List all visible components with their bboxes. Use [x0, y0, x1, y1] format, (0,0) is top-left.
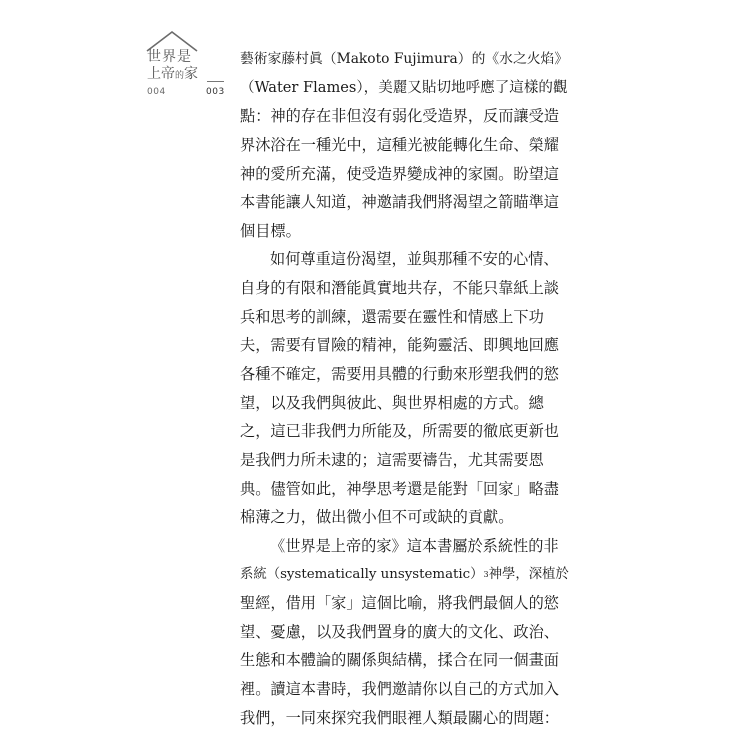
- text-line-content: 望、憂慮，以及我們置身的廣大的文化、政治、: [240, 622, 559, 641]
- series-title-line1: 世界是: [147, 49, 192, 65]
- text-line: [240, 675, 570, 704]
- text-line-content: 兵和思考的訓練，還需要在靈性和情感上下功: [240, 307, 544, 326]
- text-line: [240, 561, 570, 590]
- text-line-content: 棉薄之力，做出微小但不可或缺的貢獻。: [240, 508, 514, 527]
- text-line: [240, 360, 570, 389]
- text-line: [240, 102, 570, 131]
- text-line-content: 神的愛所充滿，使受造界變成神的家園。盼望這: [240, 164, 559, 183]
- text-line-content: 個目標。: [240, 221, 301, 240]
- paragraph-2: [240, 245, 570, 531]
- text-line-content: 裡。讀這本書時，我們邀請你以自己的方式加入: [240, 680, 559, 699]
- text-line-content: 各種不確定，需要用具體的行動來形塑我們的慾: [240, 365, 559, 384]
- series-title-part-a: 上帝: [147, 66, 175, 82]
- text-line-content: 聖經，借用「家」這個比喻，將我們最個人的慾: [240, 594, 559, 613]
- right-page-number: 003: [206, 87, 225, 97]
- text-line-content: 系統（systematically unsystematic）: [240, 566, 484, 582]
- text-line-content: 如何尊重這份渴望，並與那種不安的心情、: [270, 250, 559, 269]
- text-line-content: 《世界是上帝的家》這本書屬於系統性的非: [270, 536, 559, 555]
- text-line: [240, 188, 570, 217]
- text-line: [240, 274, 570, 303]
- text-line: [240, 245, 570, 274]
- text-line-content: （Water Flames），美麗又貼切地呼應了這樣的觀: [240, 78, 568, 96]
- text-line: [240, 446, 570, 475]
- text-line: [240, 131, 570, 160]
- text-line-content: 藝術家藤村眞（Makoto Fujimura）的《水之火焰》: [240, 51, 569, 67]
- series-title-line2: [147, 67, 198, 84]
- text-line: [240, 618, 570, 647]
- text-line-content: 典。儘管如此，神學思考還是能對「回家」略盡: [240, 479, 559, 498]
- text-line: [240, 532, 570, 561]
- text-line-content: 我們，一同來探究我們眼裡人類最關心的問題：: [240, 708, 559, 727]
- body-text: [240, 45, 570, 732]
- text-line-tail: 神學，深植於: [488, 566, 569, 582]
- text-line-content: 本書能讓人知道，神邀請我們將渴望之箭瞄準這: [240, 193, 559, 212]
- text-line: [240, 475, 570, 504]
- text-line-content: 望，以及我們與彼此、與世界相處的方式。總: [240, 393, 544, 412]
- footnote-marker[interactable]: 3: [483, 569, 489, 579]
- text-line: [240, 389, 570, 418]
- text-line: [240, 217, 570, 246]
- text-line-content: 夫，需要有冒險的精神，能夠靈活、即興地回應: [240, 336, 559, 355]
- series-title-part-b: 家: [184, 66, 199, 82]
- text-line: [240, 589, 570, 618]
- text-line: [240, 45, 570, 74]
- text-line: [240, 303, 570, 332]
- text-line-content: 是我們力所未逮的；這需要禱告，尤其需要恩: [240, 450, 544, 469]
- text-line-content: 生態和本體論的關係與結構，揉合在同一個畫面: [240, 651, 559, 670]
- text-line-content: 之，這已非我們力所能及，所需要的徹底更新也: [240, 422, 559, 441]
- series-title-small-char: 的: [175, 71, 185, 81]
- text-line: [240, 704, 570, 733]
- text-line-content: 界沐浴在一種光中，這種光被能轉化生命、榮耀: [240, 135, 559, 154]
- paragraph-3: [240, 532, 570, 732]
- text-line: [240, 503, 570, 532]
- text-line-content: 自身的有限和潛能眞實地共存，不能只靠紙上談: [240, 279, 559, 298]
- text-line: [240, 331, 570, 360]
- folio-divider: [207, 81, 224, 82]
- left-page-number: 004: [147, 87, 166, 97]
- text-line: [240, 160, 570, 189]
- paragraph-1: [240, 45, 570, 245]
- text-line: [240, 646, 570, 675]
- text-line: [240, 417, 570, 446]
- text-line-content: 點：神的存在非但沒有弱化受造界，反而讓受造: [240, 107, 559, 126]
- text-line: [240, 74, 570, 103]
